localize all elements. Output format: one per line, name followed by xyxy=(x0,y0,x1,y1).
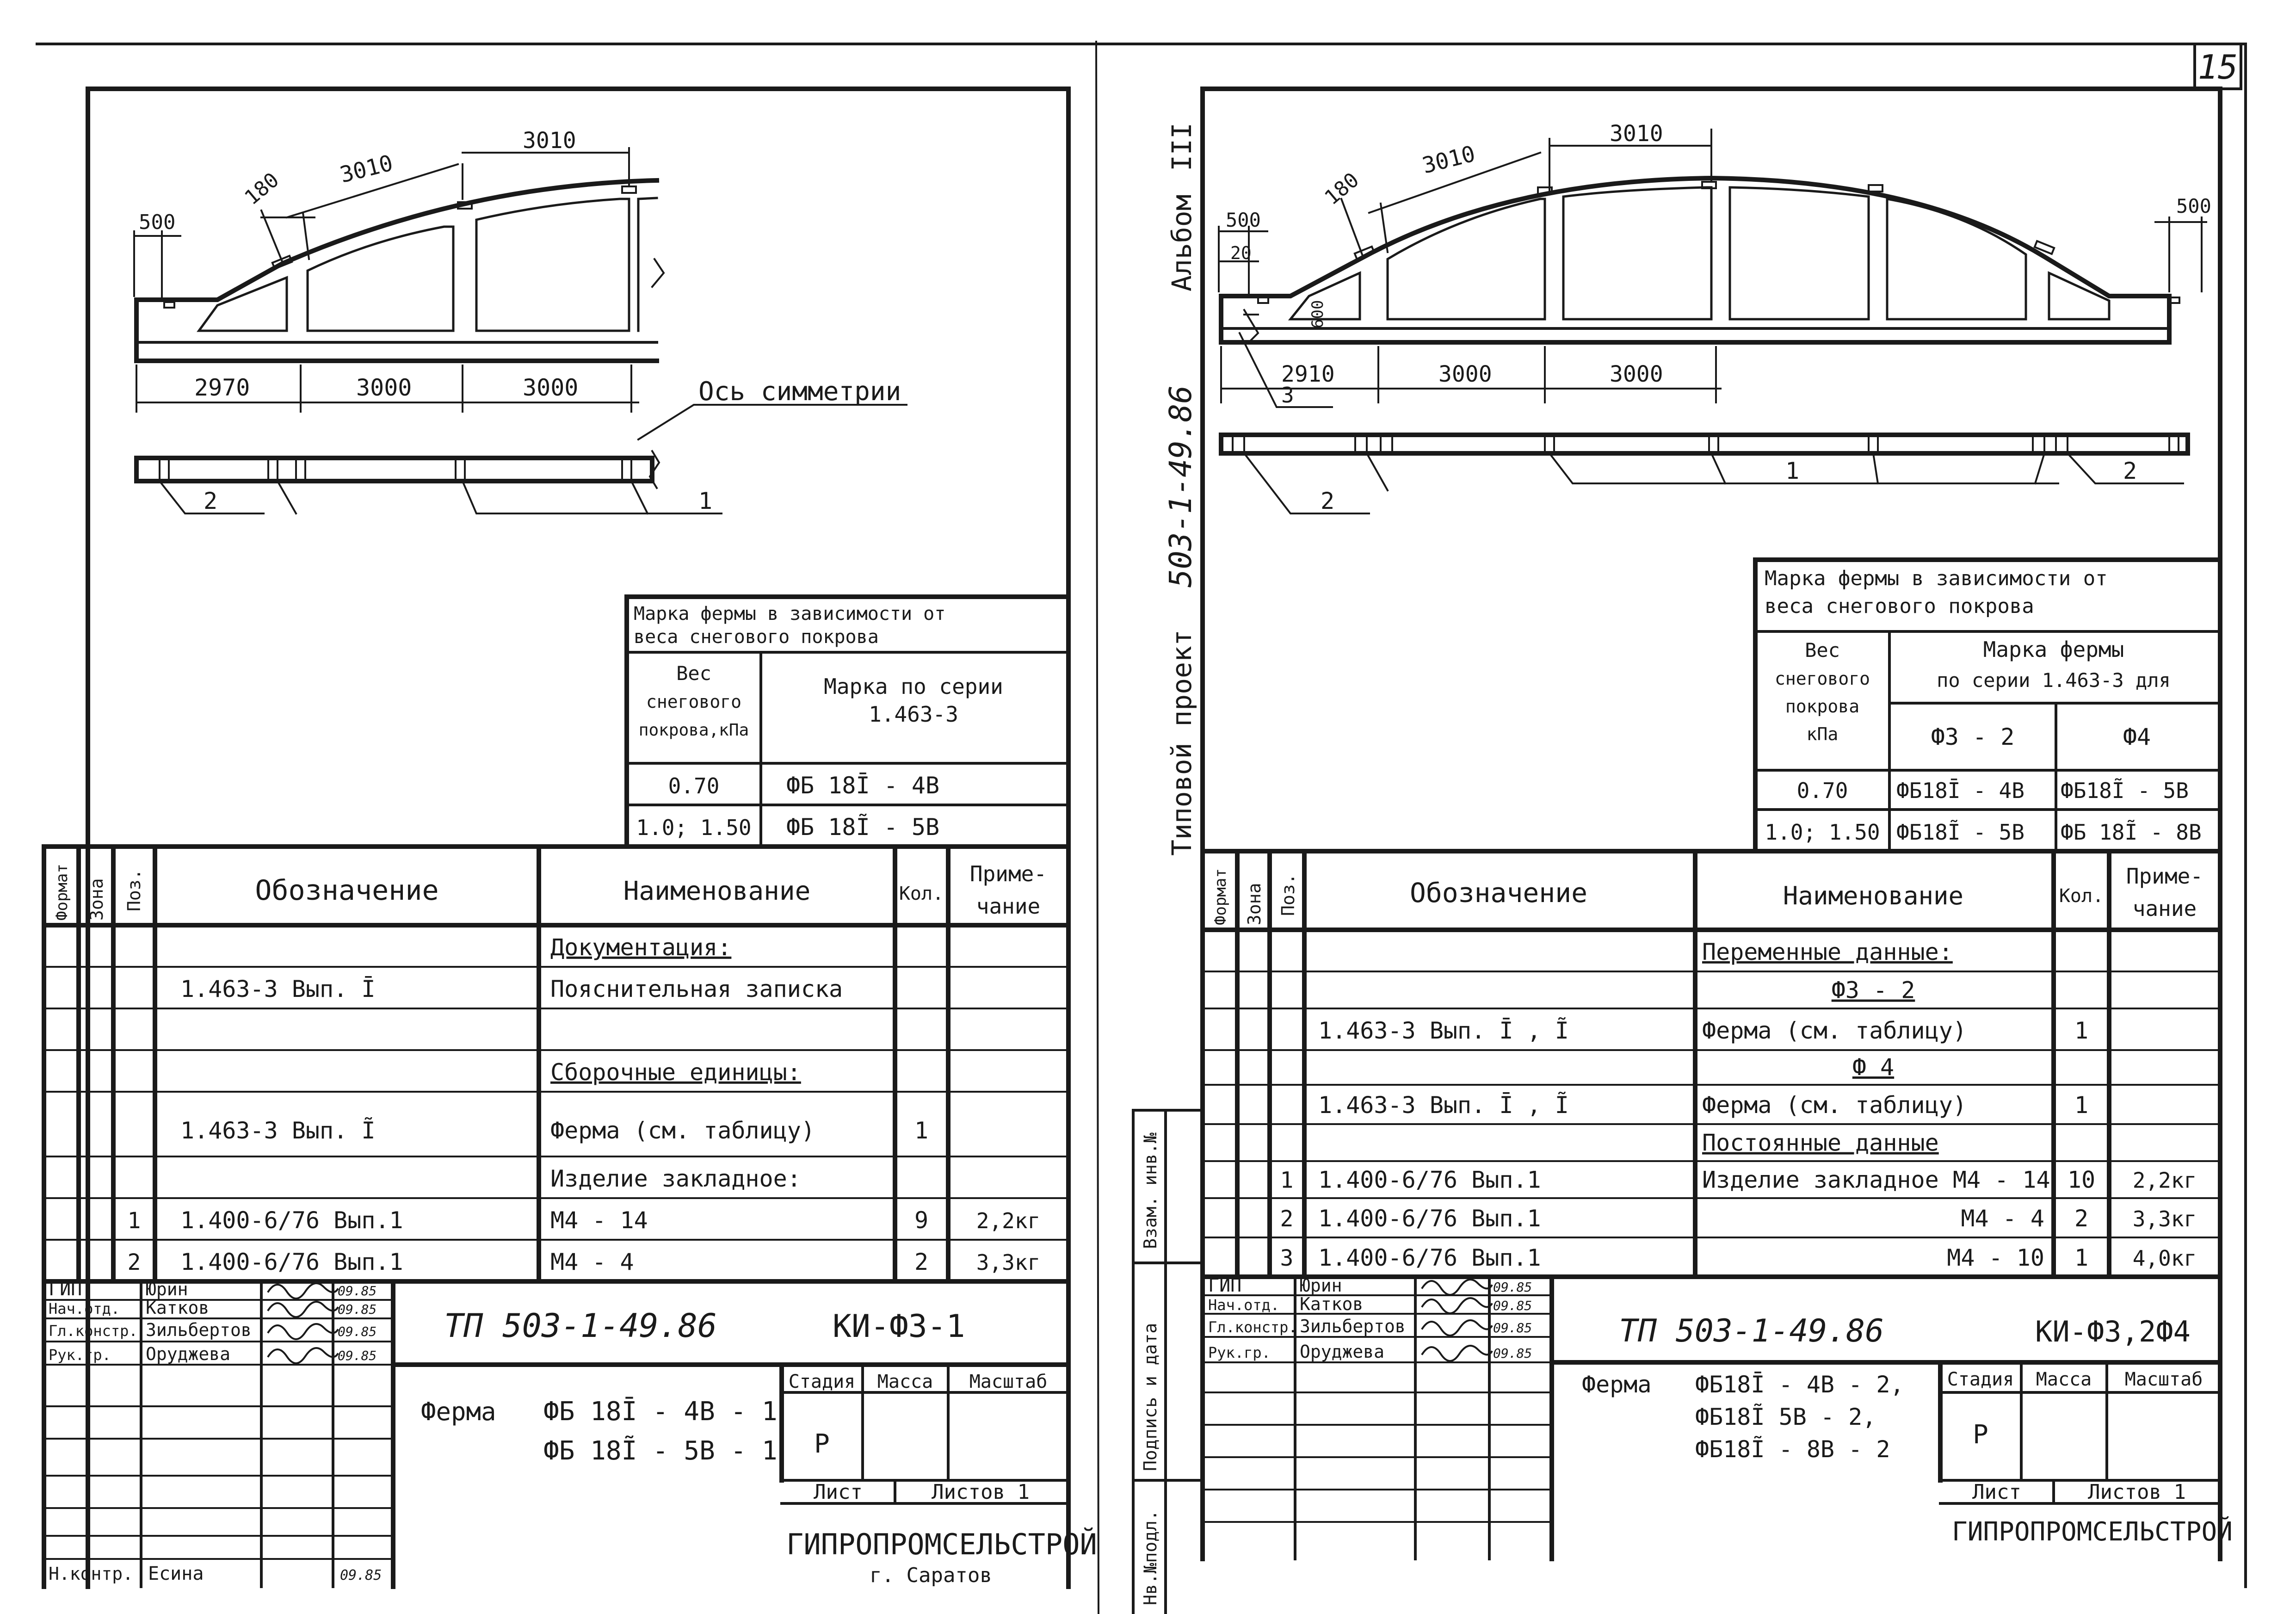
left-mark-col1-3: покрова,кПа xyxy=(638,721,749,740)
stamp-date: 09.85 xyxy=(338,1324,377,1339)
right-dim-2910: 2910 xyxy=(1281,361,1335,387)
stamp-role: ГИП xyxy=(1208,1275,1242,1296)
right-sheets-label: Листов 1 xyxy=(2088,1480,2186,1504)
page-number: 15 xyxy=(2197,48,2238,87)
spec-row xyxy=(1702,1130,1939,1156)
left-scale-label: Масштаб xyxy=(969,1371,1048,1392)
stamp-role-row xyxy=(1208,1342,1532,1362)
right-doc-code: ТП 503-1-49.86 xyxy=(1619,1313,1884,1349)
right-title-mark-2: ФБ18Ĩ 5В - 2, xyxy=(1695,1404,1876,1430)
spec-row xyxy=(1702,939,1953,965)
stamp-role: Нач.отд. xyxy=(1208,1296,1280,1314)
spec-name: Постоянные данные xyxy=(1702,1129,1939,1156)
spec-designation: 1.400-6/76 Вып.1 xyxy=(1318,1205,1541,1232)
right-mark-col1-2: снегового xyxy=(1775,668,1870,689)
stamp-person: Катков xyxy=(146,1298,210,1318)
right-hdr-note-1: Приме- xyxy=(2126,864,2203,889)
right-hdr-designation: Обозначение xyxy=(1409,877,1588,909)
spec-row xyxy=(1318,1092,2088,1119)
left-mark-load-1: 1.0; 1.50 xyxy=(636,815,752,840)
spec-row xyxy=(1280,1205,2197,1232)
right-mark-title-2: веса снегового покрова xyxy=(1765,594,2034,618)
stamp-role: Рук.гр. xyxy=(49,1346,111,1364)
right-leader-1: 1 xyxy=(1785,458,1800,484)
signature-mark xyxy=(1422,1280,1492,1295)
spec-note: 4,0кг xyxy=(2132,1246,2197,1271)
margin-label-orig: Нв.№подл. xyxy=(1140,1510,1160,1605)
spec-qty: 9 xyxy=(914,1206,929,1234)
right-dim-3000-a: 3000 xyxy=(1438,361,1492,387)
stamp-person: Зильбертов xyxy=(146,1320,252,1340)
left-mark-mark-1: ФБ 18Ĩ - 5В xyxy=(786,814,940,841)
spec-designation: 1.463-3 Вып. Ĩ xyxy=(180,1117,376,1144)
left-hdr-note-1: Приме- xyxy=(969,861,1047,886)
left-hdr-name: Наименование xyxy=(623,876,811,906)
left-axis-label: Ось симметрии xyxy=(698,377,901,407)
right-dim-600: 600 xyxy=(1308,300,1327,328)
stamp-role: Гл.констр. xyxy=(1208,1318,1297,1336)
right-mark-f4-0: ФБ18Ĩ - 5В xyxy=(2061,778,2189,803)
right-dim-3: 3 xyxy=(1281,383,1294,408)
spec-qty: 1 xyxy=(2074,1017,2089,1044)
spec-designation: 1.400-6/76 Вып.1 xyxy=(180,1248,403,1275)
stamp-role-row xyxy=(49,1344,376,1364)
stamp-role-row xyxy=(1208,1316,1532,1336)
spec-note: 3,3кг xyxy=(976,1249,1041,1275)
spec-row xyxy=(1318,1017,2088,1044)
spec-name: Ф3 - 2 xyxy=(1831,977,1915,1004)
stamp-date: 09.85 xyxy=(1493,1280,1532,1295)
spec-qty: 2 xyxy=(914,1248,929,1275)
signature-mark xyxy=(268,1283,338,1299)
spec-name: Документация: xyxy=(550,934,732,961)
left-mark-title-1: Марка фермы в зависимости от xyxy=(634,603,946,625)
right-title-mark-1: ФБ18Ī - 4В - 2, xyxy=(1695,1371,1904,1398)
right-hdr-note-2: чание xyxy=(2132,896,2197,921)
left-hdr-qty: Кол. xyxy=(899,883,944,904)
left-dim-3000-a: 3000 xyxy=(356,374,412,401)
right-hdr-pos: Поз. xyxy=(1278,873,1298,916)
spec-name: Переменные данные: xyxy=(1702,938,1953,965)
spec-name: М4 - 14 xyxy=(550,1206,648,1234)
side-title xyxy=(1163,123,1198,856)
spec-qty: 2 xyxy=(2074,1205,2089,1232)
right-mark-sub-f4: Ф4 xyxy=(2123,724,2151,750)
side-title-album: Альбом xyxy=(1166,194,1197,291)
left-spec-rows xyxy=(128,934,1041,1275)
stamp-date: 09.85 xyxy=(1493,1346,1532,1361)
stamp-role: Нач.отд. xyxy=(49,1300,120,1317)
right-dimensions xyxy=(1219,121,2211,408)
right-mark-col1-4: кПа xyxy=(1806,724,1839,744)
left-norm-role: Н.контр. xyxy=(49,1564,134,1584)
spec-pos: 2 xyxy=(1280,1206,1294,1232)
right-mark-col2-2: по серии 1.463-3 для xyxy=(1937,669,2171,692)
left-norm-date: 09.85 xyxy=(340,1567,382,1583)
spec-note: 3,3кг xyxy=(2132,1206,2197,1232)
left-mark-col1-2: снегового xyxy=(646,692,741,712)
spec-name: М4 - 4 xyxy=(550,1248,634,1275)
spec-row xyxy=(550,934,731,961)
spec-qty: 1 xyxy=(914,1117,929,1144)
left-mark-title-2: веса снегового покрова xyxy=(634,626,879,648)
left-dim-500: 500 xyxy=(139,210,176,234)
right-truss-plan xyxy=(1221,435,2188,514)
right-spec-rows xyxy=(1280,939,2197,1271)
signature-mark xyxy=(268,1302,338,1317)
right-stamp-roles xyxy=(1208,1275,1532,1362)
right-mass-label: Масса xyxy=(2036,1369,2092,1390)
left-truss-elevation xyxy=(136,180,664,361)
spec-row xyxy=(180,1117,928,1144)
stamp-person: Юрин xyxy=(146,1279,188,1299)
left-doc-code: ТП 503-1-49.86 xyxy=(444,1307,717,1345)
right-dim-180: 180 xyxy=(1320,168,1364,210)
signature-mark xyxy=(268,1324,338,1339)
spec-qty: 1 xyxy=(2074,1244,2089,1272)
spec-designation: 1.400-6/76 Вып.1 xyxy=(180,1206,403,1234)
spec-designation: 1.463-3 Вып. Ī xyxy=(180,975,376,1002)
spec-note: 2,2кг xyxy=(976,1208,1041,1233)
left-truss-plan xyxy=(136,451,722,514)
side-title-album-roman: III xyxy=(1166,123,1197,171)
spec-row xyxy=(128,1249,1041,1275)
spec-row xyxy=(550,1059,801,1086)
spec-designation: 1.463-3 Вып. Ī , Ĩ xyxy=(1318,1017,1569,1044)
stamp-person: Зильбертов xyxy=(1300,1316,1406,1336)
right-org: ГИПРОПРОМСЕЛЬСТРОЙ xyxy=(1952,1517,2233,1547)
left-title-mark-1: ФБ 18Ī - 4В - 1 xyxy=(543,1397,778,1427)
right-scale-label: Масштаб xyxy=(2124,1369,2203,1390)
spec-name: Изделие закладное: xyxy=(550,1165,801,1192)
spec-pos: 1 xyxy=(127,1207,141,1234)
spec-name: Изделие закладное М4 - 14 xyxy=(1702,1166,2050,1193)
left-title-mark-2: ФБ 18Ĩ - 5В - 1 xyxy=(543,1436,778,1466)
right-mark-title-1: Марка фермы в зависимости от xyxy=(1765,567,2108,590)
left-title-word: Ферма xyxy=(421,1397,496,1426)
spec-row xyxy=(1280,1167,2197,1193)
left-stamp-roles xyxy=(49,1279,376,1364)
spec-pos: 2 xyxy=(127,1249,141,1275)
left-dim-3000-b: 3000 xyxy=(523,374,579,401)
left-norm-name: Есина xyxy=(148,1563,204,1584)
side-title-project: Типовой проект xyxy=(1166,630,1197,856)
signature-mark xyxy=(268,1348,338,1363)
right-mark-col2-1: Марка фермы xyxy=(1983,637,2124,662)
right-dim-3000-b: 3000 xyxy=(1610,361,1663,387)
left-mark-mark-0: ФБ 18Ī - 4В xyxy=(786,772,940,799)
left-city: г. Саратов xyxy=(870,1564,992,1587)
right-leader-2b: 2 xyxy=(2123,458,2137,484)
right-sheet-label: Лист xyxy=(1972,1480,2021,1504)
left-mark-col2-2: 1.463-3 xyxy=(869,702,958,727)
left-mark-col2-1: Марка по серии xyxy=(824,674,1003,699)
right-leader-2a: 2 xyxy=(1321,488,1335,514)
signature-mark xyxy=(1422,1298,1492,1313)
right-mark-f32-1: ФБ18Ĩ - 5В xyxy=(1896,820,2024,845)
left-mark-col1-1: Вес xyxy=(676,662,711,685)
left-hdr-pos: Поз. xyxy=(124,869,144,911)
spec-row xyxy=(1280,1244,2197,1271)
right-stage-value: Р xyxy=(1973,1420,1988,1450)
stamp-person: Катков xyxy=(1300,1294,1364,1314)
spec-row xyxy=(128,1207,1041,1234)
left-sheet-code: КИ-Ф3-1 xyxy=(833,1308,965,1345)
left-mark-load-0: 0.70 xyxy=(668,773,720,798)
left-stage-value: Р xyxy=(814,1429,830,1459)
stamp-role: ГИП xyxy=(49,1279,82,1300)
stamp-role: Рук.гр. xyxy=(1208,1344,1271,1361)
right-dim-500-left: 500 xyxy=(1226,209,1261,231)
stamp-person: Юрин xyxy=(1300,1275,1342,1296)
left-leader-2: 2 xyxy=(204,488,218,514)
stamp-date: 09.85 xyxy=(338,1283,377,1299)
right-title-mark-3: ФБ18Ĩ - 8В - 2 xyxy=(1695,1436,1890,1463)
left-dim-3010-a: 3010 xyxy=(337,150,396,188)
spec-qty: 1 xyxy=(2074,1092,2089,1119)
left-org: ГИПРОПРОМСЕЛЬСТРОЙ xyxy=(786,1527,1097,1561)
spec-name: Сборочные единицы: xyxy=(550,1058,801,1086)
right-mark-f4-1: ФБ 18Ĩ - 8В xyxy=(2061,820,2202,845)
margin-label-inv: Взам. инв.№ xyxy=(1140,1132,1160,1249)
right-hdr-zone: Зона xyxy=(1244,883,1265,925)
spec-designation: 1.400-6/76 Вып.1 xyxy=(1318,1166,1541,1193)
spec-name: Ферма (см. таблицу) xyxy=(1702,1092,1967,1119)
right-hdr-qty: Кол. xyxy=(2059,885,2104,907)
stamp-role-row xyxy=(1208,1294,1532,1314)
right-sheet-code: КИ-Ф3,2Ф4 xyxy=(2035,1315,2191,1348)
left-dim-3010-b: 3010 xyxy=(523,128,576,154)
right-mark-col1-3: покрова xyxy=(1785,696,1860,717)
spec-pos: 3 xyxy=(1280,1245,1294,1272)
spec-designation: 1.400-6/76 Вып.1 xyxy=(1318,1244,1541,1272)
right-stage-label: Стадия xyxy=(1947,1369,2014,1390)
right-hdr-name: Наименование xyxy=(1783,881,1964,910)
spec-name: Ферма (см. таблицу) xyxy=(1702,1017,1967,1044)
spec-name: Пояснительная записка xyxy=(550,975,843,1002)
stamp-person: Оруджева xyxy=(146,1344,231,1364)
right-dim-500-right: 500 xyxy=(2176,195,2211,217)
stamp-role-row xyxy=(49,1320,376,1340)
stamp-role: Гл.констр. xyxy=(49,1322,138,1340)
spec-name: М4 - 10 xyxy=(1947,1244,2044,1272)
stamp-date: 09.85 xyxy=(1493,1320,1532,1336)
stamp-date: 09.85 xyxy=(338,1348,377,1363)
spec-row xyxy=(1852,1054,1894,1081)
margin-label-sign: Подпись и дата xyxy=(1140,1323,1160,1471)
spec-name: Ферма (см. таблицу) xyxy=(550,1117,815,1144)
right-dim-20: 20 xyxy=(1230,243,1252,263)
left-hdr-note-2: чание xyxy=(976,894,1041,919)
spec-row xyxy=(550,1165,801,1192)
right-dim-3010-b: 3010 xyxy=(1610,121,1663,147)
right-dim-3010-a: 3010 xyxy=(1420,141,1478,179)
spec-name: Ф 4 xyxy=(1852,1054,1895,1081)
left-hdr-designation: Обозначение xyxy=(255,874,439,907)
left-hdr-zone: Зона xyxy=(86,878,107,921)
spec-designation: 1.463-3 Вып. Ī , Ĩ xyxy=(1318,1092,1569,1119)
spec-qty: 10 xyxy=(2067,1166,2096,1193)
left-hdr-format: Формат xyxy=(53,864,71,921)
left-dim-2970: 2970 xyxy=(194,374,250,401)
right-mark-load-1: 1.0; 1.50 xyxy=(1765,820,1880,845)
left-stage-label: Стадия xyxy=(788,1371,856,1392)
left-dim-180: 180 xyxy=(240,168,284,210)
left-leader-1: 1 xyxy=(698,488,713,514)
right-hdr-format: Формат xyxy=(1211,868,1230,925)
left-sheet-label: Лист xyxy=(814,1480,863,1504)
stamp-date: 09.85 xyxy=(1493,1298,1532,1313)
right-mark-f32-0: ФБ18Ī - 4В xyxy=(1896,778,2024,803)
spec-pos: 1 xyxy=(1280,1167,1294,1193)
left-sheets-label: Листов 1 xyxy=(932,1480,1030,1504)
spec-row xyxy=(180,976,843,1002)
signature-mark xyxy=(1422,1320,1492,1336)
right-title-word: Ферма xyxy=(1582,1371,1652,1398)
spec-name: М4 - 4 xyxy=(1961,1205,2044,1232)
right-mark-load-0: 0.70 xyxy=(1796,778,1848,803)
right-mark-col1-1: Вес xyxy=(1805,639,1840,662)
stamp-date: 09.85 xyxy=(338,1302,377,1317)
spec-note: 2,2кг xyxy=(2132,1168,2197,1193)
right-mark-sub-f32: Ф3 - 2 xyxy=(1931,724,2015,750)
stamp-person: Оруджева xyxy=(1300,1342,1385,1362)
signature-mark xyxy=(1422,1346,1492,1361)
side-title-code: 503-1-49.86 xyxy=(1163,385,1198,587)
spec-row xyxy=(1832,977,1915,1004)
right-truss-elevation xyxy=(1221,178,2179,342)
left-mass-label: Масса xyxy=(877,1371,933,1392)
